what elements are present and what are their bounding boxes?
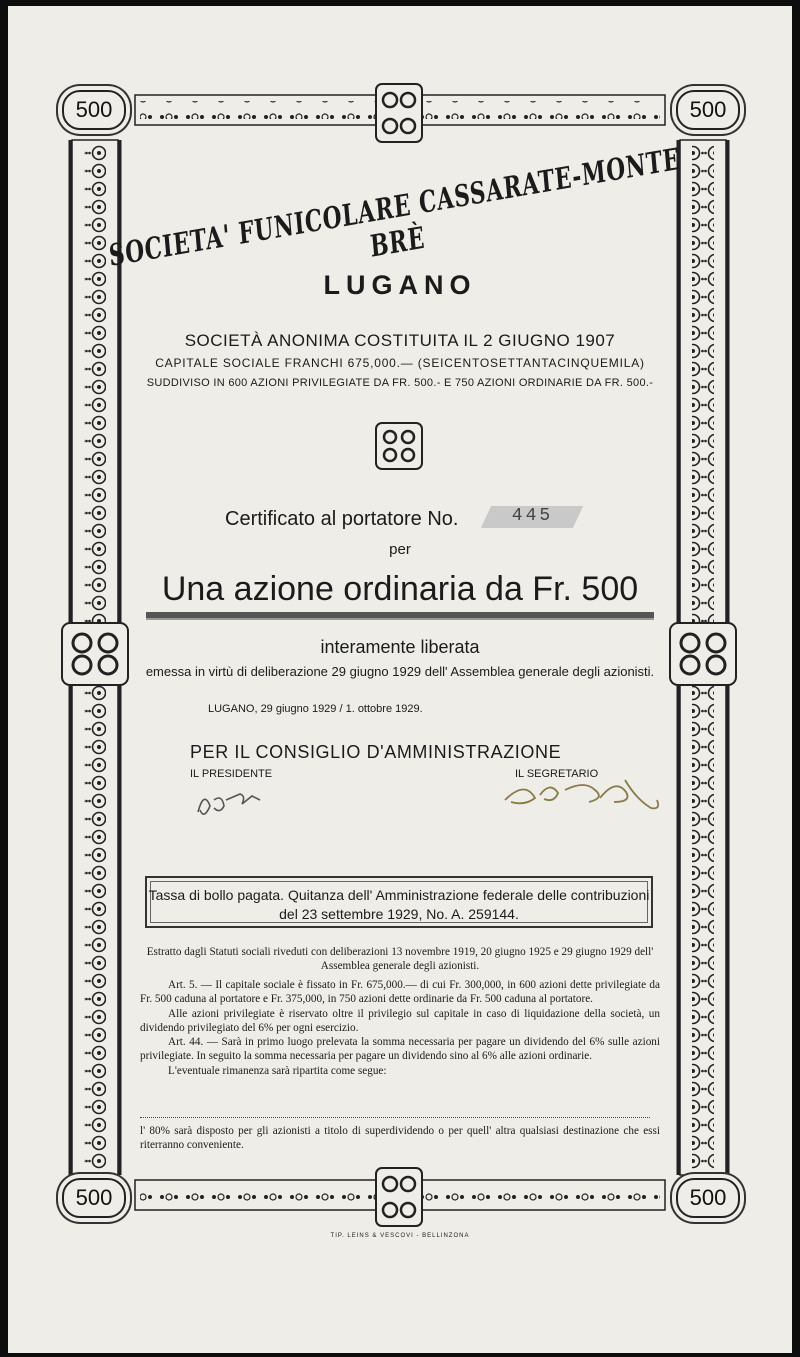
secretary-label: IL SEGRETARIO [515,768,599,780]
certificate-label: Certificato al portatore No. [225,508,459,530]
dotted-separator [140,1117,650,1118]
title-underline [146,612,654,620]
statutes-intro-text: Estratto dagli Statuti sociali riveduti con deliberazioni 13 novembre 1919, 20 giugno 1925 e 29 giugno 1929 dell' Assemblea generale degli azionisti. [146,946,654,973]
issuance-text: emessa in virtù di deliberazione 29 giugno 1929 dell' Assemblea generale degli azionisti. [145,664,655,679]
company-name: SOCIETA' FUNICOLARE CASSARATE-MONTE BRÈ [107,141,682,274]
center-emblem [376,423,422,469]
share-title: Una azione ordinaria da Fr. 500 [161,570,639,608]
corner-denomination-bottom-left: 500 [62,1178,126,1218]
fully-paid-label: interamente liberata [320,637,480,657]
statutes-articles [140,978,660,1078]
distribution-clause: l' 80% sarà disposto per gli azionisti a titolo di superdividendo o per quell' altra qualsiasi destinazione che essi riterranno conveniente. [140,1125,660,1152]
article-5: Art. 5. — Il capitale sociale è fissato in Fr. 675,000.— di cui Fr. 300,000, in 600 azioni dette privilegiate da Fr. 500 caduna al portatore e Fr. 375,000, in 750 azioni dette ordinarie da Fr. 500 caduna al portatore. [140,979,660,1006]
distribution-block [140,1124,660,1153]
statutes-intro [140,945,660,974]
corner-denomination-bottom-right: 500 [676,1178,740,1218]
secretary-signature [505,780,658,808]
company-city: LUGANO [323,270,477,300]
remainder-clause: L'eventuale rimanenza sarà ripartita come segue: [168,1064,387,1077]
capital-line: CAPITALE SOCIALE FRANCHI 675,000.— (SEICENTOSETTANTACINQUEMILA) [155,356,645,370]
certificate-number: 445 [511,506,554,526]
article-44: Art. 44. — Sarà in primo luogo prelevata la somma necessaria per pagare un dividendo del 6% sulle azioni privilegiate. In seguito la somma necessaria per pagare un dividendo sino al 6% alle azioni ordinarie. [140,1036,660,1063]
per-label: per [389,541,411,558]
place-date: LUGANO, 29 giugno 1929 / 1. ottobre 1929. [208,703,423,715]
board-heading: PER IL CONSIGLIO D'AMMINISTRAZIONE [190,742,562,762]
privilege-clause: Alle azioni privilegiate è riservato oltre il privilegio sul capitale in caso di liquidazione della società, un dividendo privilegiato del 6% per ogni esercizio. [140,1007,660,1034]
stamp-duty-box: Tassa di bollo pagata. Quitanza dell' Amministrazione federale delle contribuzioni del 23 settembre 1929, No. A. 259144. [145,876,653,928]
bottom-center-ornament [376,1168,422,1226]
corner-denomination-top-left: 500 [62,90,126,130]
certificate-number-box [481,506,583,528]
top-center-ornament [376,84,422,142]
printer-imprint: TIP. LEINS & VESCOVI - BELLINZONA [330,1233,470,1239]
founding-line: SOCIETÀ ANONIMA COSTITUITA IL 2 GIUGNO 1907 [184,331,616,350]
president-label: IL PRESIDENTE [190,768,273,780]
president-signature [198,794,260,814]
shares-line: SUDDIVISO IN 600 AZIONI PRIVILEGIATE DA FR. 500.- E 750 AZIONI ORDINARIE DA FR. 500.- [146,377,654,389]
corner-denomination-top-right: 500 [676,90,740,130]
